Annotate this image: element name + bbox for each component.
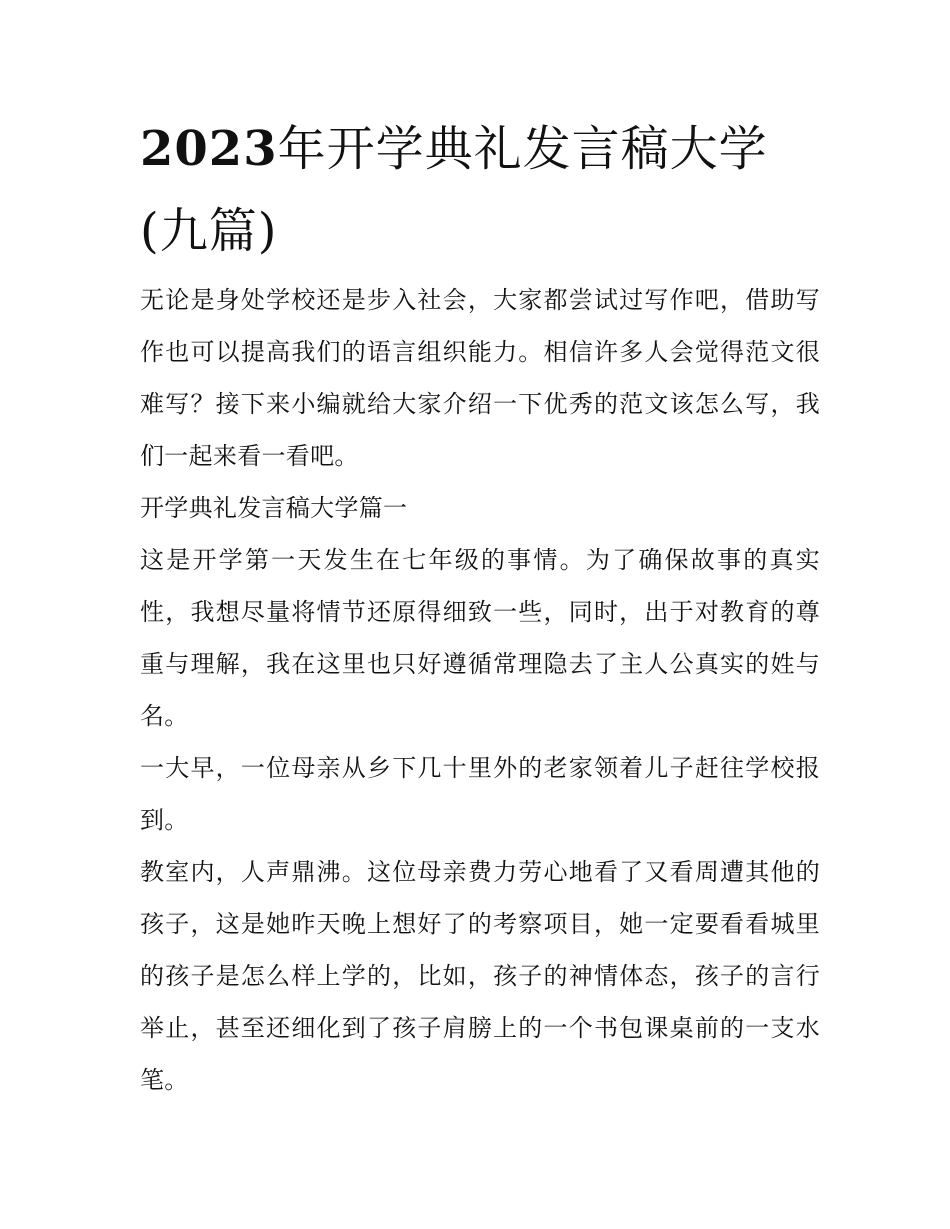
document-body [140,274,820,1106]
intro-paragraph: 无论是身处学校还是步入社会，大家都尝试过写作吧，借助写作也可以提高我们的语言组织能力。相信许多人会觉得范文很难写？接下来小编就给大家介绍一下优秀的范文该怎么写，我们一起来看一看吧。 [140,286,820,470]
title-text: 年开学典礼发言稿大学(九篇) [140,121,768,259]
body-paragraph: 教室内，人声鼎沸。这位母亲费力劳心地看了又看周遭其他的孩子，这是她昨天晚上想好了的考察项目，她一定要看看城里的孩子是怎么样上学的，比如，孩子的神情体态，孩子的言行举止，甚至还细化到了孩子肩膀上的一个书包课桌前的一支水笔。 [140,858,820,1094]
section-heading: 开学典礼发言稿大学篇一 [140,494,408,522]
body-paragraph: 这是开学第一天发生在七年级的事情。为了确保故事的真实性，我想尽量将情节还原得细致一些，同时，出于对教育的尊重与理解，我在这里也只好遵循常理隐去了主人公真实的姓与名。 [140,546,820,730]
title-year: 2023 [140,121,278,177]
document-title [140,108,820,272]
body-paragraph: 一大早，一位母亲从乡下几十里外的老家领着儿子赶往学校报到。 [140,754,820,834]
